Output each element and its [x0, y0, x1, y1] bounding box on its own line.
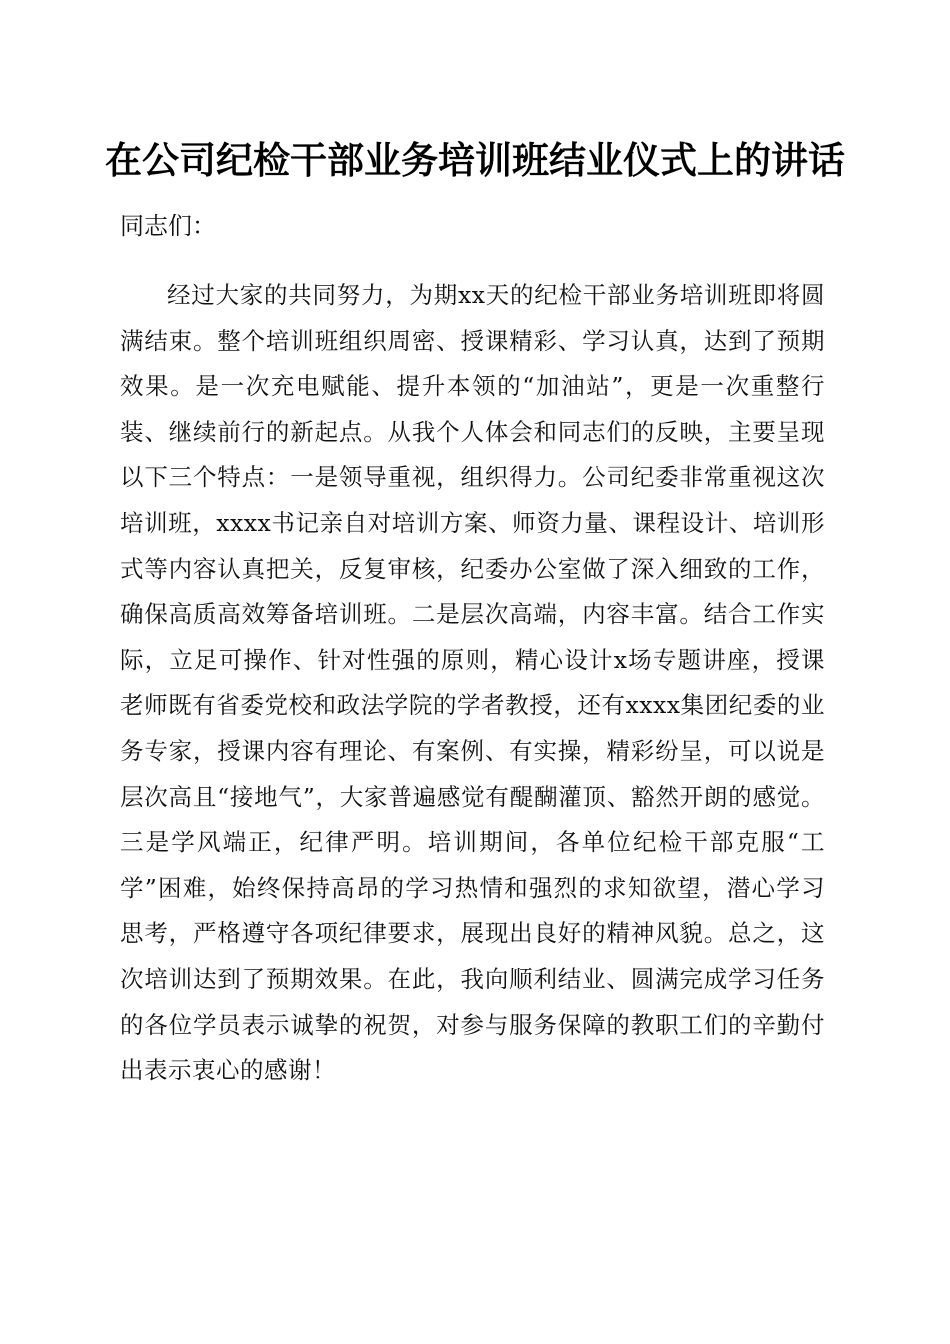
salutation: 同志们： [120, 212, 216, 240]
body-paragraph: 经过大家的共同努力，为期xx天的纪检干部业务培训班即将圆满结束。整个培训班组织周密、授课精彩、学习认真，达到了预期效果。是一次充电赋能、提升本领的“加油站”，更是一次重整行装、继续前行的新起点。从我个人体会和同志们的反映，主要呈现以下三个特点：一是领导重视，组织得力。公司纪委非常重视这次培训班，xxxx书记亲自对培训方案、师资力量、课程设计、培训形式等内容认真把关，反复审核，纪委办公室做了深入细致的工作，确保高质高效筹备培训班。二是层次高端，内容丰富。结合工作实际，立足可操作、针对性强的原则，精心设计x场专题讲座，授课老师既有省委党校和政法学院的学者教授，还有xxxx集团纪委的业务专家，授课内容有理论、有案例、有实操，精彩纷呈，可以说是层次高且“接地气”，大家普遍感觉有醍醐灌顶、豁然开朗的感觉。三是学风端正，纪律严明。培训期间，各单位纪检干部克服“工学”困难，始终保持高昂的学习热情和强烈的求知欲望，潜心学习思考，严格遵守各项纪律要求，展现出良好的精神风貌。总之，这次培训达到了预期效果。在此，我向顺利结业、圆满完成学习任务的各位学员表示诚挚的祝贺，对参与服务保障的教职工们的辛勤付出表示衷心的感谢！ [120, 281, 825, 1085]
document-title: 在公司纪检干部业务培训班结业仪式上的讲话 [105, 138, 845, 182]
